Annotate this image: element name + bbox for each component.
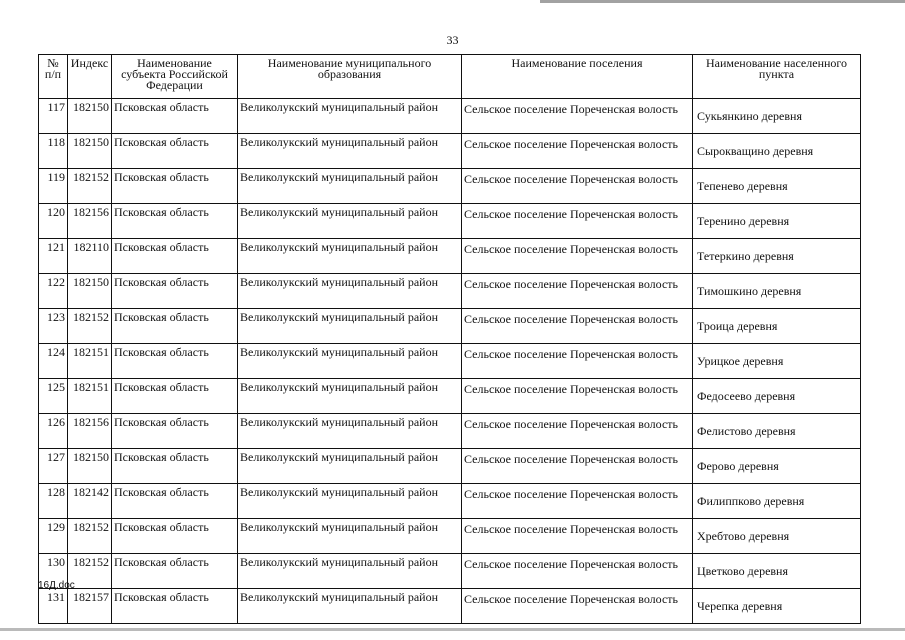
cell-settlement: Сельское поселение Пореченская волость [462, 309, 693, 344]
cell-place: Сукьянкино деревня [693, 99, 861, 134]
cell-num: 118 [39, 134, 68, 169]
cell-municipality: Великолукский муниципальный район [238, 134, 462, 169]
table-row [39, 379, 861, 414]
cell-settlement: Сельское поселение Пореченская волость [462, 169, 693, 204]
cell-index: 182152 [68, 554, 112, 589]
cell-index: 182156 [68, 204, 112, 239]
cell-place: Черепка деревня [693, 589, 861, 624]
cell-settlement: Сельское поселение Пореченская волость [462, 134, 693, 169]
cell-municipality: Великолукский муниципальный район [238, 239, 462, 274]
cell-municipality: Великолукский муниципальный район [238, 484, 462, 519]
cell-settlement: Сельское поселение Пореченская волость [462, 414, 693, 449]
cell-index: 182151 [68, 379, 112, 414]
cell-index: 182157 [68, 589, 112, 624]
table-row [39, 519, 861, 554]
cell-settlement: Сельское поселение Пореченская волость [462, 344, 693, 379]
table-body [39, 99, 861, 624]
cell-subject: Псковская область [112, 344, 238, 379]
settlements-table [38, 54, 861, 624]
cell-place: Федосеево деревня [693, 379, 861, 414]
table-row [39, 274, 861, 309]
cell-num: 128 [39, 484, 68, 519]
cell-subject: Псковская область [112, 239, 238, 274]
cell-place: Хребтово деревня [693, 519, 861, 554]
cell-subject: Псковская область [112, 484, 238, 519]
cell-index: 182142 [68, 484, 112, 519]
table-header-row [39, 55, 861, 99]
cell-place: Теренино деревня [693, 204, 861, 239]
cell-municipality: Великолукский муниципальный район [238, 589, 462, 624]
cell-settlement: Сельское поселение Пореченская волость [462, 484, 693, 519]
cell-subject: Псковская область [112, 274, 238, 309]
cell-municipality: Великолукский муниципальный район [238, 309, 462, 344]
cell-place: Филиппково деревня [693, 484, 861, 519]
cell-municipality: Великолукский муниципальный район [238, 414, 462, 449]
cell-index: 182150 [68, 134, 112, 169]
cell-num: 119 [39, 169, 68, 204]
header-num: № п/п [39, 55, 68, 99]
cell-num: 123 [39, 309, 68, 344]
cell-num: 120 [39, 204, 68, 239]
cell-subject: Псковская область [112, 309, 238, 344]
cell-index: 182152 [68, 519, 112, 554]
cell-municipality: Великолукский муниципальный район [238, 519, 462, 554]
cell-municipality: Великолукский муниципальный район [238, 99, 462, 134]
cell-place: Троица деревня [693, 309, 861, 344]
cell-place: Тепенево деревня [693, 169, 861, 204]
table-row [39, 484, 861, 519]
cell-num: 129 [39, 519, 68, 554]
header-index: Индекс [68, 55, 112, 99]
cell-settlement: Сельское поселение Пореченская волость [462, 449, 693, 484]
cell-subject: Псковская область [112, 204, 238, 239]
cell-municipality: Великолукский муниципальный район [238, 204, 462, 239]
table-row [39, 134, 861, 169]
cell-place: Сырокващино деревня [693, 134, 861, 169]
cell-num: 121 [39, 239, 68, 274]
cell-num: 125 [39, 379, 68, 414]
table-row [39, 169, 861, 204]
cell-municipality: Великолукский муниципальный район [238, 344, 462, 379]
cell-num: 131 [39, 589, 68, 624]
scan-edge-top [540, 0, 905, 3]
cell-settlement: Сельское поселение Пореченская волость [462, 589, 693, 624]
cell-subject: Псковская область [112, 379, 238, 414]
header-subject: Наименование субъекта Российской Федерации [112, 55, 238, 99]
scan-edge-bottom [0, 628, 905, 631]
cell-place: Тетеркино деревня [693, 239, 861, 274]
table-row [39, 449, 861, 484]
cell-place: Фелистово деревня [693, 414, 861, 449]
cell-index: 182152 [68, 169, 112, 204]
cell-num: 122 [39, 274, 68, 309]
table-row [39, 414, 861, 449]
cell-municipality: Великолукский муниципальный район [238, 169, 462, 204]
cell-subject: Псковская область [112, 449, 238, 484]
header-municipality: Наименование муниципального образования [238, 55, 462, 99]
table-row [39, 554, 861, 589]
cell-municipality: Великолукский муниципальный район [238, 379, 462, 414]
cell-index: 182150 [68, 449, 112, 484]
cell-municipality: Великолукский муниципальный район [238, 449, 462, 484]
cell-place: Ферово деревня [693, 449, 861, 484]
cell-subject: Псковская область [112, 414, 238, 449]
cell-index: 182150 [68, 99, 112, 134]
header-settlement: Наименование поселения [462, 55, 693, 99]
table-row [39, 99, 861, 134]
cell-num: 130 [39, 554, 68, 589]
footer-filename: 16Д.doc [38, 580, 75, 591]
cell-settlement: Сельское поселение Пореченская волость [462, 204, 693, 239]
header-place: Наименование населенного пункта [693, 55, 861, 99]
cell-settlement: Сельское поселение Пореченская волость [462, 519, 693, 554]
cell-settlement: Сельское поселение Пореченская волость [462, 99, 693, 134]
page-number: 33 [446, 33, 459, 47]
cell-place: Урицкое деревня [693, 344, 861, 379]
cell-index: 182152 [68, 309, 112, 344]
cell-municipality: Великолукский муниципальный район [238, 554, 462, 589]
cell-settlement: Сельское поселение Пореченская волость [462, 239, 693, 274]
cell-subject: Псковская область [112, 134, 238, 169]
table-row [39, 589, 861, 624]
cell-subject: Псковская область [112, 554, 238, 589]
cell-subject: Псковская область [112, 519, 238, 554]
cell-num: 117 [39, 99, 68, 134]
cell-subject: Псковская область [112, 589, 238, 624]
cell-index: 182150 [68, 274, 112, 309]
cell-subject: Псковская область [112, 169, 238, 204]
cell-settlement: Сельское поселение Пореченская волость [462, 379, 693, 414]
cell-subject: Псковская область [112, 99, 238, 134]
cell-num: 126 [39, 414, 68, 449]
cell-settlement: Сельское поселение Пореченская волость [462, 554, 693, 589]
cell-num: 127 [39, 449, 68, 484]
table-row [39, 309, 861, 344]
cell-place: Цветково деревня [693, 554, 861, 589]
table-row [39, 204, 861, 239]
cell-index: 182110 [68, 239, 112, 274]
cell-num: 124 [39, 344, 68, 379]
table-row [39, 344, 861, 379]
cell-municipality: Великолукский муниципальный район [238, 274, 462, 309]
cell-index: 182151 [68, 344, 112, 379]
cell-index: 182156 [68, 414, 112, 449]
cell-place: Тимошкино деревня [693, 274, 861, 309]
table-row [39, 239, 861, 274]
cell-settlement: Сельское поселение Пореченская волость [462, 274, 693, 309]
